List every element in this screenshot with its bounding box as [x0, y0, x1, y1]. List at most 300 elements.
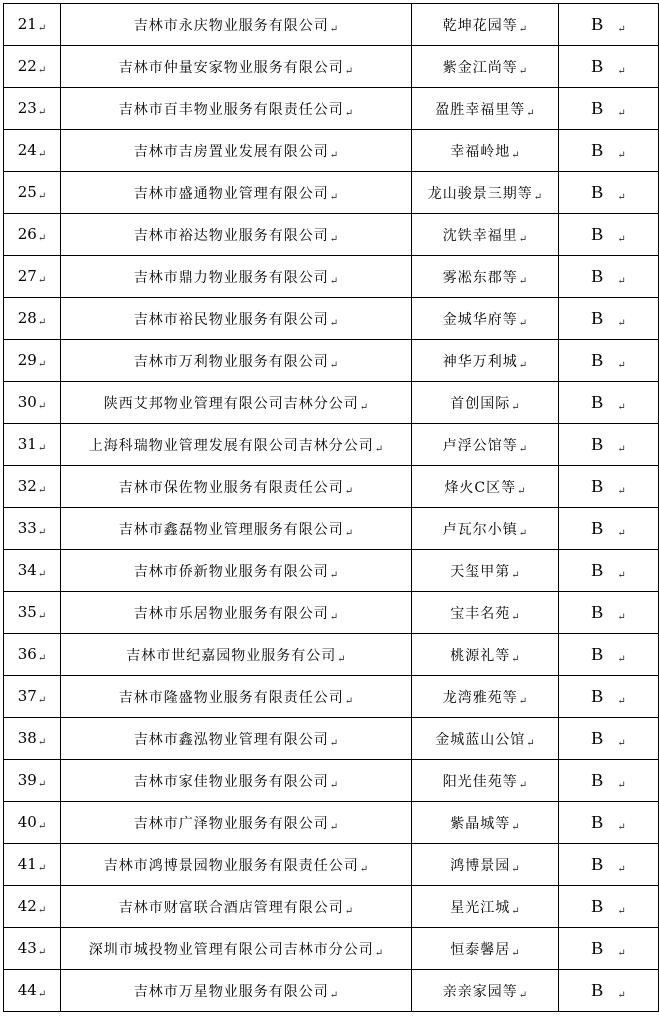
paragraph-mark-icon: ↵ [617, 108, 626, 119]
paragraph-mark-icon: ↵ [518, 65, 528, 77]
project-name: 烽火C区等 [444, 479, 517, 496]
row-number-cell [4, 844, 61, 886]
paragraph-mark-icon: ↵ [37, 23, 47, 34]
project-name: 紫晶城等 [450, 815, 511, 832]
paragraph-mark-icon: ↵ [374, 443, 384, 455]
grade-cell [559, 88, 659, 130]
row-number: 38 [17, 729, 37, 747]
row-number-cell [4, 928, 61, 970]
company-name-cell [61, 4, 412, 46]
paragraph-mark-icon: ↵ [37, 905, 47, 916]
project-name: 恒泰馨居 [450, 941, 511, 958]
project-name: 天玺甲第 [450, 563, 511, 580]
company-name: 吉林市广泽物业服务有限公司 [133, 815, 329, 832]
table-row [4, 4, 659, 46]
project-name-cell [412, 634, 559, 676]
paragraph-mark-icon: ↵ [617, 906, 626, 917]
grade-cell [559, 340, 659, 382]
company-name-cell [61, 760, 412, 802]
paragraph-mark-icon: ↵ [37, 737, 47, 748]
project-name-cell [412, 298, 559, 340]
grade-cell [559, 634, 659, 676]
paragraph-mark-icon: ↵ [329, 569, 339, 581]
company-name-cell [61, 508, 412, 550]
row-number: 21 [17, 15, 37, 33]
paragraph-mark-icon: ↵ [37, 653, 47, 664]
row-number: 43 [17, 939, 37, 957]
row-number-cell [4, 886, 61, 928]
company-name-cell [61, 46, 412, 88]
row-number: 37 [17, 687, 37, 705]
project-name-cell [412, 88, 559, 130]
paragraph-mark-icon: ↵ [617, 528, 626, 539]
project-name: 紫金江尚等 [442, 59, 518, 76]
company-name-cell [61, 256, 412, 298]
row-number: 29 [17, 351, 37, 369]
paragraph-mark-icon: ↵ [517, 485, 526, 497]
paragraph-mark-icon: ↵ [37, 947, 47, 958]
row-number-cell [4, 340, 61, 382]
paragraph-mark-icon: ↵ [617, 696, 626, 707]
table-row [4, 256, 659, 298]
row-number-cell [4, 550, 61, 592]
project-name: 桃源礼等 [450, 647, 511, 664]
table-row [4, 676, 659, 718]
paragraph-mark-icon: ↵ [511, 401, 520, 413]
paragraph-mark-icon: ↵ [37, 275, 47, 286]
company-name: 吉林市百丰物业服务有限责任公司 [118, 101, 344, 118]
row-number: 39 [17, 771, 37, 789]
row-number: 44 [17, 981, 37, 999]
table-row [4, 214, 659, 256]
grade-cell [559, 508, 659, 550]
grade-cell [559, 4, 659, 46]
grade-cell [559, 130, 659, 172]
project-name: 首创国际 [450, 395, 511, 412]
grade-cell [559, 718, 659, 760]
paragraph-mark-icon: ↵ [37, 443, 47, 454]
company-name: 吉林市盛通物业管理有限公司 [133, 185, 329, 202]
paragraph-mark-icon: ↵ [511, 611, 520, 623]
project-name-cell [412, 508, 559, 550]
grade: B [591, 602, 604, 622]
row-number-cell [4, 718, 61, 760]
row-number-cell [4, 676, 61, 718]
grade-cell [559, 676, 659, 718]
paragraph-mark-icon: ↵ [37, 989, 47, 1000]
grade: B [591, 14, 604, 34]
paragraph-mark-icon: ↵ [518, 233, 528, 245]
company-name: 吉林市鸿博景园物业服务有限责任公司 [103, 857, 359, 874]
paragraph-mark-icon: ↵ [344, 107, 354, 119]
grade-cell [559, 214, 659, 256]
row-number-cell [4, 424, 61, 466]
table-body [4, 4, 659, 1012]
row-number: 27 [17, 267, 37, 285]
company-name: 吉林市侨新物业服务有限公司 [133, 563, 329, 580]
row-number: 26 [17, 225, 37, 243]
company-name: 吉林市世纪嘉园物业服务有公司 [126, 647, 337, 664]
paragraph-mark-icon: ↵ [518, 989, 528, 1001]
paragraph-mark-icon: ↵ [617, 738, 626, 749]
row-number-cell [4, 760, 61, 802]
paragraph-mark-icon: ↵ [617, 612, 626, 623]
project-name: 龙湾雅苑等 [442, 689, 518, 706]
grade: B [591, 728, 604, 748]
row-number: 36 [17, 645, 37, 663]
grade: B [591, 938, 604, 958]
company-name: 深圳市城投物业管理有限公司吉林市分公司 [88, 941, 374, 958]
row-number-cell [4, 592, 61, 634]
project-name: 神华万利城 [442, 353, 518, 370]
grade: B [591, 350, 604, 370]
paragraph-mark-icon: ↵ [37, 191, 47, 202]
company-name-cell [61, 970, 412, 1012]
company-name: 吉林市鼎力物业服务有限公司 [133, 269, 329, 286]
company-name: 吉林市万星物业服务有限公司 [133, 983, 329, 1000]
row-number: 32 [17, 477, 37, 495]
row-number-cell [4, 382, 61, 424]
row-number: 42 [17, 897, 37, 915]
row-number: 22 [17, 57, 37, 75]
project-name: 沈铁幸福里 [442, 227, 518, 244]
project-name-cell [412, 46, 559, 88]
company-name: 吉林市乐居物业服务有限公司 [133, 605, 329, 622]
paragraph-mark-icon: ↵ [526, 107, 535, 119]
paragraph-mark-icon: ↵ [617, 150, 626, 161]
row-number-cell [4, 214, 61, 256]
company-name: 吉林市家佳物业服务有限公司 [133, 773, 329, 790]
company-name-cell [61, 214, 412, 256]
row-number-cell [4, 88, 61, 130]
company-name-cell [61, 424, 412, 466]
table-row [4, 844, 659, 886]
paragraph-mark-icon: ↵ [617, 276, 626, 287]
paragraph-mark-icon: ↵ [518, 527, 528, 539]
paragraph-mark-icon: ↵ [37, 821, 47, 832]
grade: B [591, 182, 604, 202]
paragraph-mark-icon: ↵ [37, 65, 47, 76]
row-number-cell [4, 970, 61, 1012]
company-name-cell [61, 718, 412, 760]
paragraph-mark-icon: ↵ [617, 822, 626, 833]
row-number: 28 [17, 309, 37, 327]
paragraph-mark-icon: ↵ [329, 821, 339, 833]
company-name: 吉林市鑫泓物业管理有限公司 [133, 731, 329, 748]
paragraph-mark-icon: ↵ [518, 779, 528, 791]
paragraph-mark-icon: ↵ [37, 317, 47, 328]
paragraph-mark-icon: ↵ [329, 989, 339, 1001]
project-name-cell [412, 718, 559, 760]
table-row [4, 466, 659, 508]
company-name: 吉林市万利物业服务有限公司 [133, 353, 329, 370]
table-row [4, 130, 659, 172]
paragraph-mark-icon: ↵ [617, 444, 626, 455]
grade: B [591, 56, 604, 76]
row-number: 41 [17, 855, 37, 873]
row-number-cell [4, 466, 61, 508]
paragraph-mark-icon: ↵ [37, 527, 47, 538]
project-name: 龙山骏景三期等 [427, 185, 533, 202]
grade-cell [559, 802, 659, 844]
project-name: 乾坤花园等 [442, 17, 518, 34]
paragraph-mark-icon: ↵ [518, 317, 528, 329]
row-number-cell [4, 46, 61, 88]
paragraph-mark-icon: ↵ [37, 695, 47, 706]
table-row [4, 46, 659, 88]
paragraph-mark-icon: ↵ [37, 359, 47, 370]
company-name-cell [61, 382, 412, 424]
paragraph-mark-icon: ↵ [511, 863, 520, 875]
paragraph-mark-icon: ↵ [617, 864, 626, 875]
row-number-cell [4, 508, 61, 550]
company-name: 吉林市隆盛物业服务有限责任公司 [118, 689, 344, 706]
paragraph-mark-icon: ↵ [511, 569, 520, 581]
table-row [4, 340, 659, 382]
table-row [4, 760, 659, 802]
grade: B [591, 518, 604, 538]
paragraph-mark-icon: ↵ [617, 486, 626, 497]
paragraph-mark-icon: ↵ [329, 23, 339, 35]
project-name-cell [412, 382, 559, 424]
company-name: 吉林市财富联合酒店管理有限公司 [118, 899, 344, 916]
project-name: 金城蓝山公馆 [435, 731, 526, 748]
project-name-cell [412, 424, 559, 466]
grade: B [591, 770, 604, 790]
company-name-cell [61, 466, 412, 508]
grade-cell [559, 172, 659, 214]
paragraph-mark-icon: ↵ [533, 191, 543, 203]
company-name: 陕西艾邦物业管理有限公司吉林分公司 [103, 395, 359, 412]
row-number: 40 [17, 813, 37, 831]
project-name: 星光江城 [450, 899, 511, 916]
company-name: 吉林市鑫磊物业管理服务有限公司 [118, 521, 344, 538]
paragraph-mark-icon: ↵ [37, 107, 47, 118]
grade: B [591, 224, 604, 244]
paragraph-mark-icon: ↵ [511, 653, 520, 665]
company-name-cell [61, 592, 412, 634]
paragraph-mark-icon: ↵ [329, 191, 339, 203]
paragraph-mark-icon: ↵ [329, 317, 339, 329]
grade: B [591, 560, 604, 580]
paragraph-mark-icon: ↵ [359, 863, 369, 875]
paragraph-mark-icon: ↵ [511, 905, 520, 917]
company-name: 吉林市永庆物业服务有限公司 [133, 17, 329, 34]
company-name-cell [61, 634, 412, 676]
project-name-cell [412, 676, 559, 718]
table-row [4, 592, 659, 634]
project-name: 阳光佳苑等 [442, 773, 518, 790]
table-row [4, 886, 659, 928]
grade: B [591, 266, 604, 286]
grade-cell [559, 886, 659, 928]
grade: B [591, 812, 604, 832]
grade-cell [559, 424, 659, 466]
paragraph-mark-icon: ↵ [374, 947, 384, 959]
company-name: 吉林市裕民物业服务有限公司 [133, 311, 329, 328]
project-name-cell [412, 844, 559, 886]
project-name: 卢瓦尔小镇 [442, 521, 518, 538]
project-name-cell [412, 214, 559, 256]
property-rating-table [3, 3, 659, 1012]
project-name-cell [412, 256, 559, 298]
paragraph-mark-icon: ↵ [617, 948, 626, 959]
grade-cell [559, 466, 659, 508]
row-number-cell [4, 130, 61, 172]
table-row [4, 718, 659, 760]
paragraph-mark-icon: ↵ [617, 66, 626, 77]
paragraph-mark-icon: ↵ [518, 443, 528, 455]
project-name: 金城华府等 [442, 311, 518, 328]
paragraph-mark-icon: ↵ [518, 275, 528, 287]
project-name-cell [412, 886, 559, 928]
row-number: 24 [17, 141, 37, 159]
row-number: 35 [17, 603, 37, 621]
grade: B [591, 392, 604, 412]
row-number: 30 [17, 393, 37, 411]
row-number: 33 [17, 519, 37, 537]
paragraph-mark-icon: ↵ [359, 401, 369, 413]
paragraph-mark-icon: ↵ [617, 234, 626, 245]
project-name: 雾凇东郡等 [442, 269, 518, 286]
grade: B [591, 686, 604, 706]
row-number: 31 [17, 435, 37, 453]
paragraph-mark-icon: ↵ [617, 192, 626, 203]
row-number-cell [4, 256, 61, 298]
paragraph-mark-icon: ↵ [617, 318, 626, 329]
paragraph-mark-icon: ↵ [37, 569, 47, 580]
row-number: 23 [17, 99, 37, 117]
company-name: 吉林市仲量安家物业服务有限公司 [118, 59, 344, 76]
row-number-cell [4, 4, 61, 46]
grade: B [591, 980, 604, 1000]
paragraph-mark-icon: ↵ [526, 737, 535, 749]
table-row [4, 928, 659, 970]
paragraph-mark-icon: ↵ [329, 611, 339, 623]
company-name-cell [61, 802, 412, 844]
company-name-cell [61, 886, 412, 928]
grade: B [591, 140, 604, 160]
paragraph-mark-icon: ↵ [344, 527, 354, 539]
paragraph-mark-icon: ↵ [511, 947, 520, 959]
table-row [4, 424, 659, 466]
table-row [4, 970, 659, 1012]
company-name-cell [61, 298, 412, 340]
project-name-cell [412, 928, 559, 970]
paragraph-mark-icon: ↵ [617, 402, 626, 413]
paragraph-mark-icon: ↵ [37, 779, 47, 790]
company-name: 上海科瑞物业管理发展有限公司吉林分公司 [88, 437, 374, 454]
row-number: 34 [17, 561, 37, 579]
paragraph-mark-icon: ↵ [617, 24, 626, 35]
grade-cell [559, 970, 659, 1012]
company-name-cell [61, 550, 412, 592]
company-name: 吉林市吉房置业发展有限公司 [133, 143, 329, 160]
paragraph-mark-icon: ↵ [518, 695, 528, 707]
paragraph-mark-icon: ↵ [329, 737, 339, 749]
paragraph-mark-icon: ↵ [37, 863, 47, 874]
paragraph-mark-icon: ↵ [344, 65, 354, 77]
company-name-cell [61, 130, 412, 172]
table-row [4, 508, 659, 550]
project-name-cell [412, 130, 559, 172]
row-number-cell [4, 298, 61, 340]
paragraph-mark-icon: ↵ [511, 149, 520, 161]
grade: B [591, 854, 604, 874]
grade: B [591, 644, 604, 664]
grade: B [591, 476, 604, 496]
paragraph-mark-icon: ↵ [329, 779, 339, 791]
row-number-cell [4, 172, 61, 214]
paragraph-mark-icon: ↵ [518, 359, 528, 371]
project-name: 盈胜幸福里等 [435, 101, 526, 118]
project-name: 卢浮公馆等 [442, 437, 518, 454]
paragraph-mark-icon: ↵ [617, 780, 626, 791]
paragraph-mark-icon: ↵ [617, 654, 626, 665]
paragraph-mark-icon: ↵ [617, 360, 626, 371]
paragraph-mark-icon: ↵ [37, 149, 47, 160]
company-name-cell [61, 340, 412, 382]
paragraph-mark-icon: ↵ [337, 653, 346, 665]
project-name-cell [412, 592, 559, 634]
project-name-cell [412, 340, 559, 382]
grade: B [591, 98, 604, 118]
row-number-cell [4, 802, 61, 844]
paragraph-mark-icon: ↵ [329, 233, 339, 245]
project-name-cell [412, 172, 559, 214]
paragraph-mark-icon: ↵ [344, 485, 354, 497]
paragraph-mark-icon: ↵ [37, 611, 47, 622]
project-name-cell [412, 4, 559, 46]
paragraph-mark-icon: ↵ [344, 695, 354, 707]
paragraph-mark-icon: ↵ [329, 149, 339, 161]
paragraph-mark-icon: ↵ [37, 401, 47, 412]
project-name-cell [412, 550, 559, 592]
company-name: 吉林市裕达物业服务有限公司 [133, 227, 329, 244]
project-name-cell [412, 466, 559, 508]
paragraph-mark-icon: ↵ [329, 359, 339, 371]
grade: B [591, 434, 604, 454]
company-name-cell [61, 844, 412, 886]
company-name-cell [61, 928, 412, 970]
grade-cell [559, 592, 659, 634]
paragraph-mark-icon: ↵ [329, 275, 339, 287]
paragraph-mark-icon: ↵ [518, 23, 528, 35]
grade-cell [559, 550, 659, 592]
company-name-cell [61, 88, 412, 130]
table-row [4, 382, 659, 424]
grade-cell [559, 256, 659, 298]
table-row [4, 88, 659, 130]
grade: B [591, 896, 604, 916]
grade-cell [559, 46, 659, 88]
row-number-cell [4, 634, 61, 676]
table-row [4, 634, 659, 676]
paragraph-mark-icon: ↵ [37, 233, 47, 244]
grade-cell [559, 760, 659, 802]
table-row [4, 550, 659, 592]
grade: B [591, 308, 604, 328]
paragraph-mark-icon: ↵ [511, 821, 520, 833]
company-name-cell [61, 676, 412, 718]
row-number: 25 [17, 183, 37, 201]
grade-cell [559, 382, 659, 424]
company-name: 吉林市保佐物业服务有限责任公司 [118, 479, 344, 496]
project-name: 幸福岭地 [450, 143, 511, 160]
paragraph-mark-icon: ↵ [344, 905, 354, 917]
project-name-cell [412, 802, 559, 844]
paragraph-mark-icon: ↵ [617, 570, 626, 581]
